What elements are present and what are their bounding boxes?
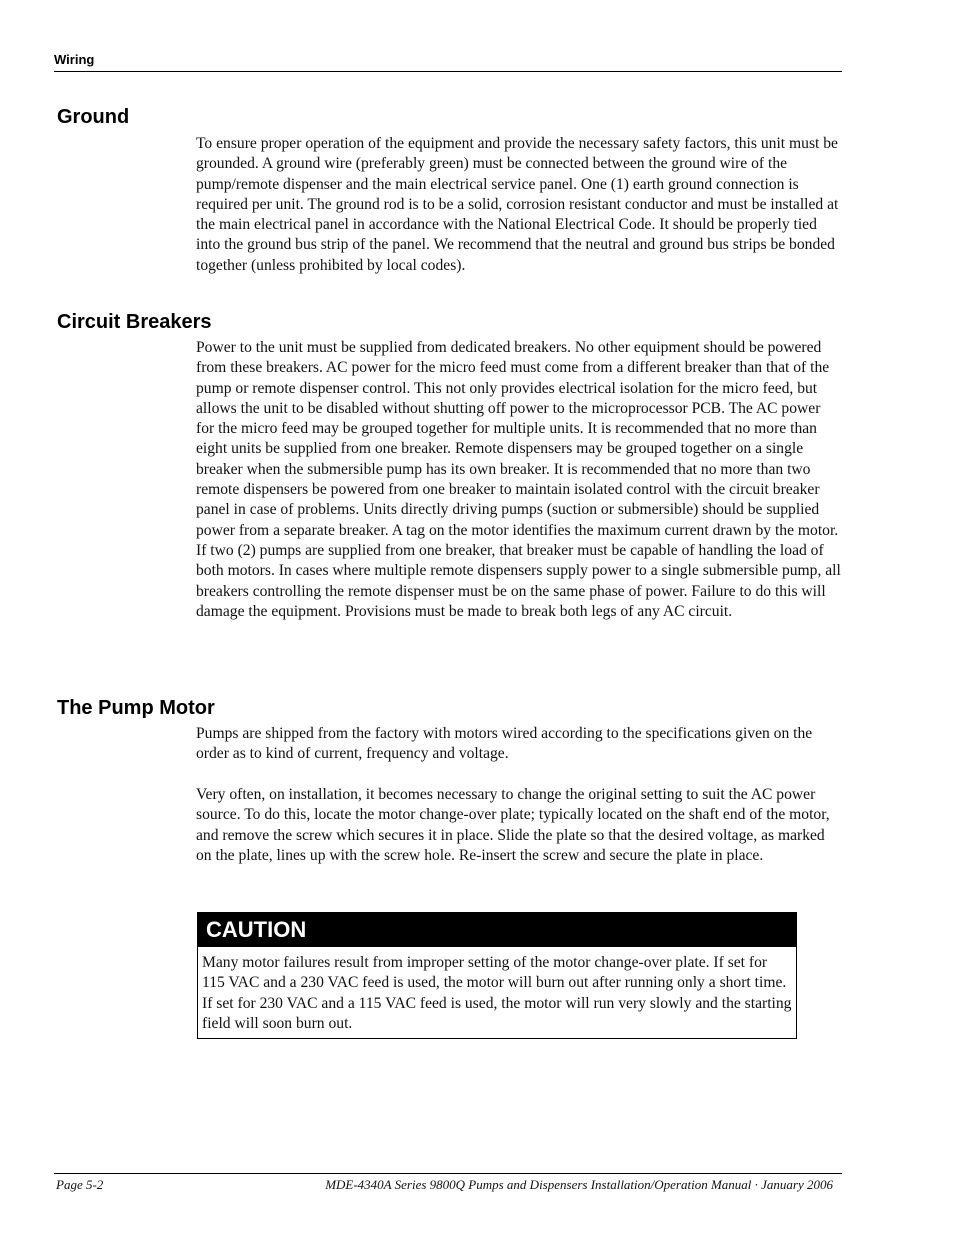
document-title: MDE-4340A Series 9800Q Pumps and Dispensers Installation/Operation Manual · January 2006 [325, 1177, 833, 1192]
circuit-breakers-paragraph: Power to the unit must be supplied from dedicated breakers. No other equipment should be powered from these breakers. AC power for the micro feed must come from a different breaker than that of the pump or remote dispenser control. This not only provides electrical isolation for the micro feed, but allows the unit to be disabled without shutting off power to the microprocessor PCB. The AC power for the micro feed may be grouped together for multiple units. It is recommended that no more than eight units be supplied from one breaker. Remote dispensers may be grouped together on a single breaker when the submersible pump has its own breaker. It is recommended that no more than two remote dispensers be powered from one breaker to maintain isolated control with the circuit breaker panel in case of problems. Units directly driving pumps (suction or submersible) should be supplied power from a separate breaker. A tag on the motor identifies the maximum current drawn by the motor. If two (2) pumps are supplied from one breaker, that breaker must be capable of handling the load of both motors. In cases where multiple remote dispensers supply power to a single submersible pump, all breakers controlling the remote dispenser must be on the same phase of power. Failure to do this will damage the equipment. Provisions must be made to break both legs of any AC circuit. [196, 339, 841, 620]
header-divider [54, 71, 842, 72]
pump-motor-paragraph-2: Very often, on installation, it becomes necessary to change the original setting to suit the AC power source. To do this, locate the motor change-over plate; typically located on the shaft end of the motor, and remove the screw which secures it in place. Slide the plate so that the desired voltage, as marked on the plate, lines up with the screw hole. Re-insert the screw and secure the plate in place. [196, 786, 830, 864]
footer-divider [54, 1173, 842, 1174]
caution-box [197, 912, 797, 1039]
circuit-breakers-heading: Circuit Breakers [57, 311, 212, 333]
caution-title: CAUTION [198, 913, 796, 947]
page-number: Page 5-2 [56, 1177, 104, 1192]
pump-motor-paragraph-1: Pumps are shipped from the factory with motors wired according to the specifications given on the order as to kind of current, frequency and voltage. [196, 725, 813, 763]
caution-text: Many motor failures result from improper setting of the motor change-over plate. If set for 115 VAC and a 230 VAC feed is used, the motor will burn out after running only a short time. If set for 230 VAC and a 115 VAC feed is used, the motor will run very slowly and the starting field will soon burn out. [202, 954, 792, 1032]
ground-heading: Ground [57, 106, 130, 128]
ground-paragraph: To ensure proper operation of the equipment and provide the necessary safety factors, this unit must be grounded. A ground wire (preferably green) must be connected between the ground wire of the pump/remote dispenser and the main electrical service panel. One (1) earth ground connection is required per unit. The ground rod is to be a solid, corrosion resistant conductor and must be installed at the main electrical panel in accordance with the National Electrical Code. It should be properly tied into the ground bus strip of the panel. We recommend that the neutral and ground bus strips be bonded together (unless prohibited by local codes). [196, 135, 839, 274]
pump-motor-heading: The Pump Motor [57, 697, 215, 719]
running-header: Wiring [54, 52, 95, 67]
